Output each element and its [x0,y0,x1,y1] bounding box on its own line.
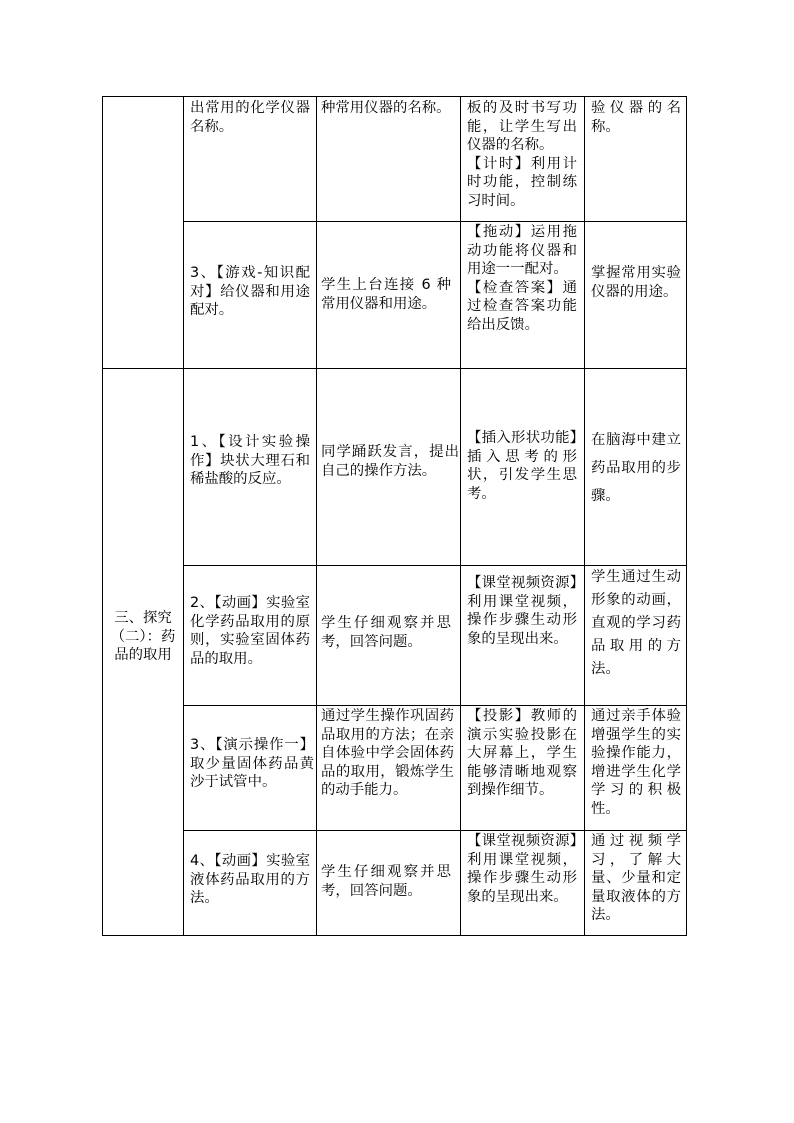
goal-cell: 验仪器的名称。 [591,100,681,135]
tech-use-cell [467,429,577,503]
tech-use-cell [467,832,577,906]
tech-use-cell [467,574,577,648]
goal-cell: 通过视频学习，了解大量、少量和定量取液体的方法。 [591,833,681,924]
table-border [102,935,687,936]
table-border [183,830,687,831]
table-border [102,96,687,97]
goal-cell: 掌握常用实验仪器的用途。 [591,265,681,300]
activity-cell: 3、【演示操作一】取少量固体药品黄沙于试管中。 [190,737,314,791]
table-border [316,96,317,936]
activity-cell: 1、【设计实验操作】块状大理石和稀盐酸的反应。 [190,434,310,488]
lesson-plan-table [102,96,687,936]
activity-cell: 出常用的化学仪器名称。 [190,100,310,135]
student-activity-cell: 同学踊跃发言，提出自己的操作方法。 [321,444,459,479]
table-border [584,96,585,936]
table-border [183,221,687,222]
tech-use-cell [467,707,577,800]
student-activity-cell: 种常用仪器的名称。 [321,100,451,116]
tech-use-cell [467,99,577,211]
student-activity-cell: 通过学生操作巩固药品取用的方法；在亲自体验中学会固体药品的取用，锻炼学生的动手能力。 [321,708,454,799]
tech-use-text: 【课堂视频资源】利用课堂视频，操作步骤生动形象的呈现出来。 [467,833,577,905]
activity-cell: 2、【动画】实验室化学药品取用的原则，实验室固体药品的取用。 [190,595,310,667]
student-activity-cell: 学生仔细观察并思考，回答问题。 [321,615,451,650]
tech-use-text: 板的及时书写功能，让学生写出仪器的名称。 [467,100,577,154]
student-activity-cell: 学生仔细观察并思考，回答问题。 [321,864,451,899]
table-border [102,368,687,369]
tech-use-text: 【拖动】运用拖动功能将仪器和用途一一配对。 [467,224,577,278]
goal-cell: 学生通过生动形象的动画，直观的学习药品取用的方法。 [591,569,681,677]
section-title-cell [104,96,182,368]
tech-use-text: 【检查答案】通过检查答案功能给出反馈。 [467,279,577,333]
table-border [460,96,461,936]
tech-use-text: 【计时】利用计时功能，控制练习时间。 [467,155,577,209]
goal-cell: 通过亲手体验增强学生的实验操作能力，增进学生化学学习的积极性。 [591,708,681,817]
table-border [183,705,687,706]
tech-use-text: 【插入形状功能】插入思考的形状，引发学生思考。 [467,430,577,502]
tech-use-cell [467,223,577,335]
section-title-cell: 三、探究（二）：药品的取用 [110,610,176,664]
goal-cell: 在脑海中建立药品取用的步骤。 [591,432,681,504]
student-activity-cell: 学生上台连接 6 种常用仪器和用途。 [321,277,451,312]
tech-use-text: 【投影】教师的演示实验投影在大屏幕上，学生能够清晰地观察到操作细节。 [467,708,577,799]
table-border [686,96,687,936]
tech-use-text: 【课堂视频资源】利用课堂视频，操作步骤生动形象的呈现出来。 [467,575,577,647]
table-border [102,96,103,936]
table-border [183,96,184,936]
activity-cell: 3、【游戏-知识配对】给仪器和用途配对。 [190,265,310,319]
activity-cell: 4、【动画】实验室液体药品取用的方法。 [190,853,310,907]
